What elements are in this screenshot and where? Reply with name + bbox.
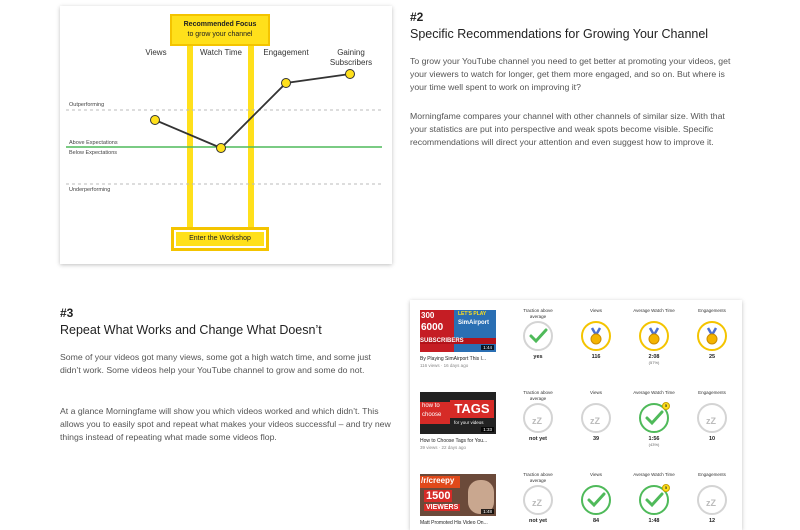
sleep-icon: [523, 485, 553, 515]
focus-title: Recommended Focus: [183, 21, 257, 28]
watch-time-metric: Average Watch Time 5 1:48: [633, 472, 675, 524]
subscribers-point: [346, 70, 355, 79]
zone-outperforming: Outperforming: [69, 102, 105, 108]
video-thumbnail[interactable]: 300 6000 SUBSCRIBERS LET'S PLAY SimAirport 1:44: [420, 310, 496, 352]
engagements-metric: Engagements zZ 10: [698, 390, 726, 442]
video-row[interactable]: [410, 464, 742, 530]
medal-icon: [639, 321, 669, 351]
column-label-engagement: Engagement: [263, 48, 309, 57]
medal-icon: [697, 321, 727, 351]
sleep-icon: [581, 403, 611, 433]
section-2-paragraph-2: Morningfame compares your channel with other channels of similar size. With that your statistics are put into perspective and weak spots become visible. Specific recommendations will direct your attention and even suggest how to improve it.: [410, 111, 725, 147]
engagements-metric: Engagements 25: [698, 308, 726, 360]
enter-workshop-button[interactable]: Enter the Workshop: [172, 228, 268, 250]
check-icon: [639, 403, 669, 433]
video-thumbnail[interactable]: how to choose TAGS for your videos 1:33: [420, 392, 496, 434]
check-icon: [639, 485, 669, 515]
traction-metric: Traction above average zZ not yet: [523, 472, 553, 524]
video-performance-card: [410, 300, 742, 530]
medal-icon: [581, 321, 611, 351]
engagement-point: [282, 79, 291, 88]
traction-metric: Traction above average zZ not yet: [523, 390, 553, 442]
section-2-paragraph-1: To grow your YouTube channel you need to get better at promoting your videos, get your viewers to watch for longer, get them more engaged, and so on. But where is your time well spent to work on improving it?: [410, 56, 731, 92]
focus-column-left: [187, 46, 193, 230]
svg-text:zZ: zZ: [532, 498, 542, 508]
traction-metric: Traction above average yes: [523, 308, 553, 360]
check-icon: [523, 321, 553, 351]
video-title[interactable]: Matt Promoted His Video On...: [420, 520, 488, 526]
section-2-title: Specific Recommendations for Growing Your Channel: [410, 27, 709, 41]
svg-text:zZ: zZ: [590, 416, 600, 426]
svg-text:zZ: zZ: [532, 416, 542, 426]
focus-subtitle: to grow your channel: [187, 31, 253, 38]
views-point: [151, 116, 160, 125]
views-metric: Views 116: [573, 308, 619, 360]
video-meta: 39 views · 22 days ago: [420, 445, 467, 450]
video-meta: 116 views · 16 days ago: [420, 363, 469, 368]
column-label-watch-time: Watch Time: [200, 48, 242, 57]
video-duration: 1:48: [483, 509, 492, 514]
section-3-paragraph-2: At a glance Morningfame will show you which videos worked and which didn’t. This allows you to easily spot and repeat what makes your videos successful – and try new things instead of repeating what made some videos flop.: [60, 406, 391, 442]
rank-badge: 5: [662, 484, 670, 492]
sleep-icon: [697, 485, 727, 515]
video-duration: 1:44: [483, 345, 492, 350]
check-icon: [581, 485, 611, 515]
video-row[interactable]: [410, 300, 742, 380]
section-3-paragraph-1: Some of your videos got many views, some got a high watch time, and some just didn’t work. Some videos help your YouTube channel to grow and some do not.: [60, 352, 371, 375]
zone-underperforming: Underperforming: [69, 187, 111, 193]
column-label-subscribers: Gaining Subscribers: [329, 48, 373, 67]
recommendation-chart-card: [60, 6, 392, 264]
column-label-views: Views: [145, 48, 167, 57]
watch-time-metric: Average Watch Time 2:08 (57%): [633, 308, 675, 365]
svg-text:zZ: zZ: [706, 416, 716, 426]
section-3-title: Repeat What Works and Change What Doesn’t: [60, 323, 322, 337]
recommended-focus-box: [170, 14, 270, 46]
views-metric: Views zZ 39: [573, 390, 619, 442]
section-2-number: #2: [410, 10, 424, 24]
video-duration: 1:33: [483, 427, 492, 432]
video-thumbnail[interactable]: /r/creepy 1500 VIEWERS 1:48: [420, 474, 496, 516]
svg-text:zZ: zZ: [706, 498, 716, 508]
sleep-icon: [697, 403, 727, 433]
zone-below-expectations: Below Expectations: [69, 150, 117, 156]
video-row[interactable]: [410, 382, 742, 462]
engagements-metric: Engagements zZ 12: [698, 472, 726, 524]
section-3-number: #3: [60, 306, 74, 320]
watch-time-point: [217, 144, 226, 153]
sleep-icon: [523, 403, 553, 433]
views-metric: Views 84: [573, 472, 619, 524]
video-title[interactable]: By Playing SimAirport This I...: [420, 356, 487, 362]
zone-above-expectations: Above Expectations: [69, 140, 118, 146]
video-title[interactable]: How to Choose Tags for You...: [420, 438, 488, 444]
focus-column-right: [248, 46, 254, 230]
rank-badge: 5: [662, 402, 670, 410]
watch-time-metric: Average Watch Time 5 1:56 (43%): [633, 390, 675, 447]
